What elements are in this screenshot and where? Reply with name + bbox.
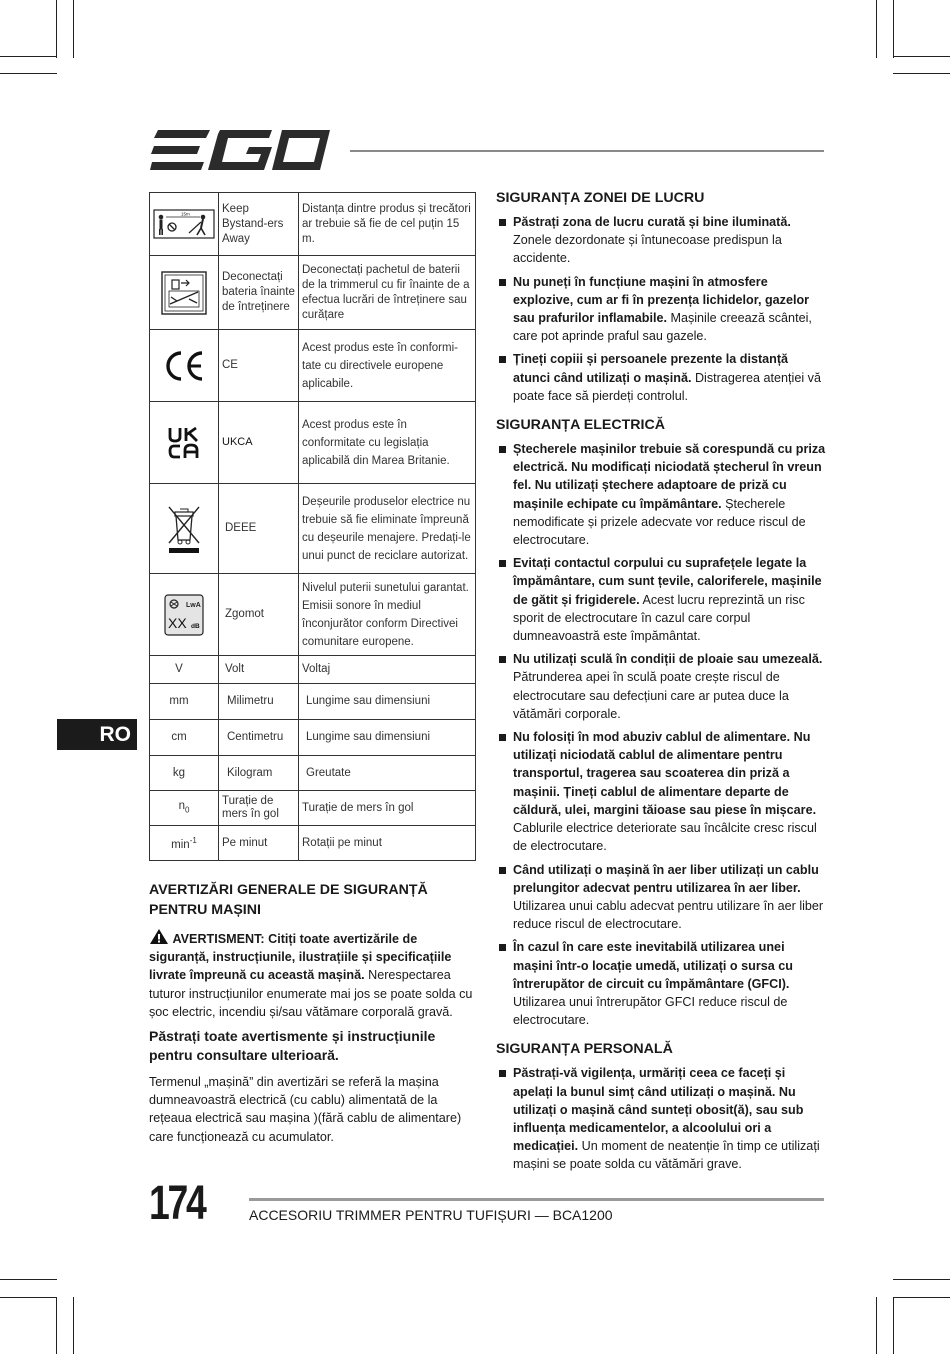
svg-text:dB: dB bbox=[191, 622, 200, 630]
symbol-name: Milimetru bbox=[219, 684, 299, 720]
unit-symbol-main: min bbox=[171, 838, 190, 851]
unit-symbol-superscript: -1 bbox=[189, 836, 197, 846]
item-text: Utilizarea unui cablu adecvat pentru utilizare în aer liber reduce riscul de electrocutare. bbox=[513, 898, 824, 932]
unit-symbol bbox=[150, 791, 219, 826]
item-bold: Păstrați zona de lucru curată și bine iluminată. bbox=[513, 215, 791, 229]
table-row bbox=[150, 574, 476, 656]
crop-mark bbox=[893, 1279, 950, 1280]
list-item bbox=[496, 650, 826, 723]
list-item bbox=[496, 938, 826, 1029]
table-row bbox=[150, 720, 476, 756]
header-rule bbox=[350, 150, 824, 152]
crop-mark bbox=[0, 56, 57, 57]
unit-symbol: cm bbox=[150, 720, 219, 756]
symbol-name: Pe minut bbox=[219, 826, 299, 861]
symbol-name: Keep Bystand-ers Away bbox=[219, 193, 299, 256]
symbol-cell bbox=[150, 330, 219, 402]
unit-symbol: mm bbox=[150, 684, 219, 720]
weee-bin-icon bbox=[166, 503, 202, 555]
crop-mark bbox=[893, 56, 950, 57]
item-bold: Evitați contactul corpului cu suprafețele legate la împământare, cum sunt țevile, caloriferele, mașinile de gătit și frigiderele. bbox=[513, 556, 822, 607]
crop-mark bbox=[0, 1279, 57, 1280]
symbol-name: UKCA bbox=[219, 402, 299, 484]
list-item bbox=[496, 273, 826, 346]
symbol-name: Volt bbox=[219, 656, 299, 684]
safety-list bbox=[496, 440, 826, 1029]
item-bold: Când utilizați o mașină în aer liber utilizați un cablu prelungitor adecvat pentru utilizarea în aer liber. bbox=[513, 862, 819, 895]
symbol-cell bbox=[150, 256, 219, 330]
item-text: Un moment de neatenție în timp ce utilizați mașini se poate solda cu vătămări grave. bbox=[513, 1139, 820, 1172]
table-row bbox=[150, 826, 476, 861]
right-column bbox=[496, 188, 826, 1184]
crop-mark bbox=[876, 1297, 877, 1354]
page-number: 174 bbox=[149, 1177, 205, 1230]
item-text: Utilizarea unui întrerupător GFCI reduce riscul de electrocutare. bbox=[513, 994, 788, 1028]
symbol-name: CE bbox=[219, 330, 299, 402]
table-row bbox=[150, 756, 476, 791]
svg-text:LwA: LwA bbox=[186, 601, 201, 609]
symbol-description: Voltaj bbox=[299, 656, 476, 684]
list-item bbox=[496, 1064, 826, 1173]
table-row bbox=[150, 791, 476, 826]
table-row bbox=[150, 330, 476, 402]
item-bold: Țineți copiii și persoanele prezente la distanță atunci când utilizați o mașină. bbox=[513, 352, 789, 385]
item-text: Distragerea atenției vă poate face să pierdeți controlul. bbox=[513, 370, 821, 403]
item-text: Pătrunderea apei în sculă poate crește riscul de electrocutare sau defecțiuni care ar putea duce la vătămări corporale. bbox=[513, 670, 789, 721]
item-text: Mașinile creează scântei, care pot aprinde praful sau gazele. bbox=[513, 311, 812, 344]
table-row bbox=[150, 656, 476, 684]
unit-symbol-subscript: 0 bbox=[184, 805, 190, 815]
symbol-cell bbox=[150, 574, 219, 656]
table-row bbox=[150, 193, 476, 256]
bullet-icon bbox=[499, 734, 506, 741]
crop-mark bbox=[56, 0, 57, 58]
unit-symbol: V bbox=[150, 656, 219, 684]
unit-symbol-main: n bbox=[178, 799, 185, 812]
safety-list bbox=[496, 213, 826, 405]
section-heading: SIGURANȚA PERSONALĂ bbox=[496, 1041, 673, 1058]
list-item bbox=[496, 554, 826, 645]
crop-mark bbox=[56, 1297, 57, 1354]
bullet-icon bbox=[499, 560, 506, 567]
table-row bbox=[150, 484, 476, 574]
symbol-description: Lungime sau dimensiuni bbox=[299, 720, 476, 756]
item-text: Zonele dezordonate și întunecoase predispun la accidente. bbox=[513, 233, 782, 266]
item-bold: Nu puneți în funcțiune mașini în atmosfere explozive, cum ar fi în prezența lichidelor, gazelor sau prafurilor inflamabile. bbox=[513, 274, 810, 326]
symbol-name: DEEE bbox=[219, 484, 299, 574]
list-item bbox=[496, 440, 826, 549]
bullet-icon bbox=[499, 656, 506, 663]
symbol-description: Turație de mers în gol bbox=[299, 791, 476, 826]
table-row bbox=[150, 402, 476, 484]
symbol-description: Deșeurile produselor electrice nu trebuie să fie eliminate împreună cu deșeurile menajere. Predați-le unui punct de reciclare autorizat. bbox=[299, 484, 476, 574]
ego-logo bbox=[150, 130, 330, 172]
bullet-icon bbox=[499, 867, 506, 874]
symbol-name: Deconectați bateria înainte de întreținere bbox=[219, 256, 299, 330]
list-item bbox=[496, 350, 826, 405]
crop-mark bbox=[73, 1297, 74, 1354]
bullet-icon bbox=[499, 1070, 506, 1077]
disconnect-battery-icon bbox=[161, 271, 207, 315]
svg-text:15m: 15m bbox=[181, 211, 190, 217]
ce-mark-icon bbox=[162, 350, 206, 382]
symbol-description: Distanța dintre produs și trecători ar trebuie să fie de cel puțin 15 m. bbox=[299, 193, 476, 256]
section-heading: SIGURANȚA ZONEI DE LUCRU bbox=[496, 190, 705, 206]
safety-list bbox=[496, 1064, 826, 1173]
crop-mark bbox=[73, 0, 74, 58]
keep-bystanders-away-icon bbox=[153, 209, 215, 239]
warning-label: AVERTISMENT: bbox=[172, 932, 265, 946]
symbol-description: Rotații pe minut bbox=[299, 826, 476, 861]
svg-text:XX: XX bbox=[168, 614, 187, 631]
unit-symbol: kg bbox=[150, 756, 219, 791]
symbol-name: Kilogram bbox=[219, 756, 299, 791]
item-bold: În cazul în care este inevitabilă utilizarea unei mașini într-o locație umedă, utilizați o sursa cu întrerupător de circuit cu împământare (GFCI). bbox=[513, 940, 793, 991]
symbol-description: Nivelul puterii sunetului garantat. Emisii sonore în mediul înconjurător conform Directivei comunitare europene. bbox=[299, 574, 476, 656]
item-text: Cablurile electrice deteriorate sau încâlcite cresc riscul de electrocutare. bbox=[513, 821, 817, 854]
symbols-table bbox=[149, 192, 476, 861]
crop-mark bbox=[893, 0, 894, 58]
symbol-name: Zgomot bbox=[219, 574, 299, 656]
unit-symbol bbox=[150, 826, 219, 861]
warning-triangle-icon bbox=[149, 928, 169, 945]
table-row bbox=[150, 256, 476, 330]
list-item bbox=[496, 728, 826, 855]
warning-bold-text: Citiți toate avertizările de siguranță, instrucțiunile, ilustrațiile și specificațiile livrate împreună cu această mașină. bbox=[149, 932, 452, 983]
symbol-description: Acest produs este în conformi-tate cu directivele europene aplicabile. bbox=[299, 330, 476, 402]
item-bold: Păstrați-vă vigilența, urmăriți ceea ce faceți și apelați la bunul simț când utilizați o mașină. Nu utilizați o mașină când sunteți obosit(ă), sau sub influența medicamentelor, a alcoolului ori a medicației. bbox=[513, 1066, 804, 1154]
symbol-cell bbox=[150, 193, 219, 256]
bullet-icon bbox=[499, 446, 506, 453]
item-text: Acest lucru reprezintă un risc sporit de electrocutare în cazul care corpul dumneavoastră este împământat. bbox=[513, 592, 805, 644]
symbol-description: Deconectați pachetul de baterii de la trimmerul cu fir înainte de a efectua lucrări de întreținere sau curățare bbox=[299, 256, 476, 330]
section-heading: AVERTIZĂRI GENERALE DE SIGURANȚĂ PENTRU MAȘINI bbox=[149, 882, 428, 918]
warning-paragraph bbox=[149, 928, 475, 1021]
left-column bbox=[149, 880, 475, 1152]
crop-mark bbox=[893, 1297, 894, 1354]
warning-text: Nerespectarea tuturor instrucțiunilor enumerate mai jos se poate solda cu șoc electric, incendiu și/sau vătămare corporală gravă. bbox=[149, 968, 473, 1019]
symbol-name: Centimetru bbox=[219, 720, 299, 756]
list-item bbox=[496, 861, 826, 934]
language-tab: RO bbox=[57, 719, 137, 750]
item-text: Ștecherele nemodificate și prizele adecvate vor reduce riscul de electrocutare. bbox=[513, 496, 806, 548]
crop-mark bbox=[876, 0, 877, 58]
symbol-cell bbox=[150, 484, 219, 574]
crop-mark bbox=[0, 73, 57, 74]
footer-title: ACCESORIU TRIMMER PENTRU TUFIȘURI — BCA1200 bbox=[249, 1207, 613, 1223]
list-item bbox=[496, 213, 826, 268]
symbol-name: Turație de mers în gol bbox=[219, 791, 299, 826]
crop-mark bbox=[0, 1297, 57, 1298]
term-definition: Termenul „mașină” din avertizări se referă la mașina dumneavoastră electrică (cu cablu) alimentată de la rețeaua electrică sau mașina )(fără cablu de alimentare) care funcționează cu acumulator. bbox=[149, 1075, 462, 1144]
symbol-cell bbox=[150, 402, 219, 484]
bullet-icon bbox=[499, 219, 506, 226]
footer-rule bbox=[249, 1198, 824, 1201]
item-bold: Nu utilizați sculă în condiții de ploaie sau umezeală. bbox=[513, 652, 823, 667]
table-row bbox=[150, 684, 476, 720]
crop-mark bbox=[893, 1297, 950, 1298]
item-bold: Nu folosiți în mod abuziv cablul de alimentare. Nu utilizați niciodată cablul de alimentare pentru transportul, tragerea sau scoaterea din priză a mașinii. Țineți cablul de alimentare departe de căldură, ulei, margini tăioase sau piese în mișcare. bbox=[513, 730, 817, 817]
symbol-description: Lungime sau dimensiuni bbox=[299, 684, 476, 720]
section-heading: SIGURANȚA ELECTRICĂ bbox=[496, 417, 665, 434]
bullet-icon bbox=[499, 356, 506, 363]
ukca-mark-icon bbox=[168, 426, 200, 460]
noise-level-icon bbox=[164, 594, 204, 636]
symbol-description: Acest produs este în conformitate cu legislația aplicabilă din Marea Britanie. bbox=[299, 402, 476, 484]
crop-mark bbox=[893, 73, 950, 74]
item-bold: Ștecherele mașinilor trebuie să corespundă cu priza electrică. Nu modificați niciodată ștecherul în vreun fel. Nu utilizați ștechere adaptoare de priză cu mașinile echipate cu împământare. bbox=[513, 442, 826, 511]
bullet-icon bbox=[499, 944, 506, 951]
symbol-description: Greutate bbox=[299, 756, 476, 791]
keep-instructions-heading: Păstrați toate avertismente și instrucțiunile pentru consultare ulterioară. bbox=[149, 1028, 436, 1064]
bullet-icon bbox=[499, 279, 506, 286]
